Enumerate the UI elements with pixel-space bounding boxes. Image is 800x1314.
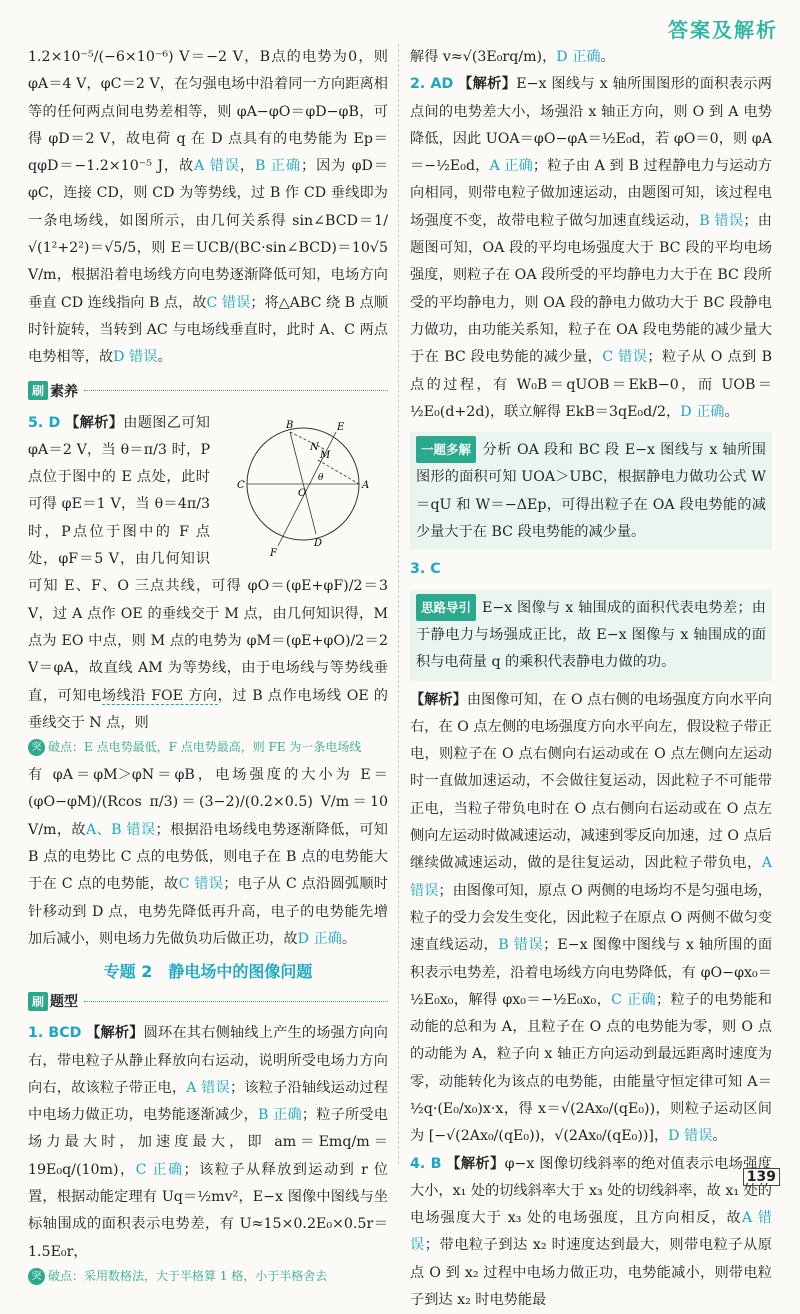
section-header-suyang [28,378,388,404]
text: ；因为 φD＝φC，连接 CD，则 CD 为等势线，过 B 作 CD 垂线即为一条电场线，如图所示，由几何关系得 sin∠BCD＝1/√(1²+2²)＝√5/5，则 E＝UCB/(BC·sin∠BCD)＝10√5 V/m，根据沿着电场线方向电势逐渐降低可知，电场方向垂直 CD 连线指向 B 点，故 [28,158,389,311]
text: ；粒子所受电场力最大时，加速度最大，即 am＝Emq/m＝19E₀q/(10m)， [28,1107,388,1178]
text: 1.2×10⁻⁵/(−6×10⁻⁶) V＝−2 V，B点的电势为0，则 φA＝4 V，φC＝2 V，在匀强电场中沿着同一方向距离相等的任何两点间电势差相等，则 φA−φO＝φD−φB，可得 φD＝2 V，故电荷 q 在 D 点具有的电势能为 Ep＝qφD＝−1.2×10⁻⁵ J，故 [28,49,388,175]
text: ；由图像可知，原点 O 两侧的电场均不是匀强电场，粒子的受力会发生变化，因此粒子在原点 O 两侧不做匀变速直线运动， [410,882,772,954]
answer-mark: A 正确 [489,158,533,175]
analysis-tag: 【解析】 [410,691,467,708]
label-d: D [314,537,323,549]
analysis-tag: 【解析】 [458,76,517,93]
analysis-tag: 【解析】 [446,1155,505,1172]
answer-mark: C 错误 [206,294,251,311]
section-title: 素养 [50,383,79,400]
section-line [84,1001,388,1002]
label-f: F [270,547,277,559]
box-badge: 一题多解 [416,436,476,463]
question-number: 1. BCD [28,1025,82,1042]
answer-mark: A、B 错误 [85,821,156,838]
answer-mark: C 错误 [178,876,224,893]
text: ；将△ABC 绕 B 点顺时针旋转，当转到 AC 与电场线垂直时，此时 A、C 两点电势相等，故 [28,294,388,366]
text: 由题图乙可知 φA＝2 V，当 θ＝π/3 时，P点位于图中的 E 点处，此时可得 φE＝1 V，当 θ＝4π/3 时，P点位于图中的 F 点处，φF＝5 V，由几何知识可知 E、F、O 三点共线，可得 φO＝(φE+φF)/2＝3 V，过 A 点作 OE 的垂线交于 M 点，由几何知识得，M 点为 EO 中点，则 M 点的电势为 φM＝(φE+φO)/2＝2 V＝φA，故直线 AM 为等势线，由于电场线与等势线垂直，可知电 [28,414,388,704]
text: ；根据沿电场线电势逐渐降低，可知 B 点的电势比 C 点的电势低，则电子在 B 点的电势能大于在 C 点的电势能，故 [28,821,388,893]
label-o: O [298,487,307,499]
label-m: M [320,449,331,461]
box-paragraph [416,594,766,677]
text: 圆环在其右侧轴线上产生的场强方向向右，带电粒子从静止释放向右运动，说明所受电场力方向向右，故该粒子带正电， [28,1025,388,1096]
box-paragraph [416,436,766,546]
solution-paragraph: 解得 v≈√(3E₀rq/m)，D 正确。 [410,49,615,65]
text: ；粒子由 A 到 B 过程静电力与运动方向相同，则带电粒子做加速运动，由题图可知，该过程电场强度不变，故带电粒子做匀加速直线运动， [410,158,772,229]
text: E−x 图线与 x 轴所围图形的面积表示两点间的电势差大小，场强沿 x 轴正方向，则 O 到 A 电势降低，因此 UOA＝φO−φA＝½E₀d，若 φO＝0，则 φA＝−½E₀d， [410,76,772,175]
answer-mark: C 正确 [135,1161,184,1178]
text: ；电子从 C 点沿圆弧顺时针移动到 D 点，电势先降低再升高，电子的电势能先增加后减小，则电场力先做负功后做正功，故 [28,876,388,947]
label-c: C [237,479,245,491]
note-badge: 突 [28,1268,45,1285]
solution-paragraph: 有 φA＝φM＞φN＝φB，电场强度的大小为 E＝(φO−φM)/(Rcos π/3)＝(3−2)/(0.2×0.5) V/m＝10 V/m，故A、B 错误；根据沿电场线电势逐渐降低，可知 B 点的电势比 C 点的电势低，则电子在 B 点的电势能大于在 C 点的电势能，故C 错误；电子从 C 点沿圆弧顺时针移动到 D 点，电势先降低再升高，电子的电势能先增加后减小，则电场力先做负功后做正功，故D 正确。 [28,767,388,947]
label-a: A [362,479,370,491]
text: ；由题图可知，OA 段的平均电场强度大于 BC 段的平均电场强度，则粒子在 OA 段所受的平均静电力大于在 BC 段所受的平均静电力，则 OA 段的静电力做功大于 BC 段静电力做功，由功能关系知，粒子在 OA 段电势能的减少量大于在 BC 段电势能的减少量， [410,212,772,366]
question-number: 3. C [410,561,441,578]
analysis-tag: 【解析】 [86,1025,144,1042]
header-title: 答案及解析 [668,18,778,42]
answer-mark: A 错误 [410,855,772,899]
question-number-line [410,556,772,583]
answer-mark: D 错误 [113,349,158,366]
column-divider [398,44,399,1164]
answer-mark: D 正确 [297,930,342,947]
section-badge: 刷 [28,992,48,1011]
text: ；该粒子沿轴线运动过程中电场力做正功，电势能逐渐减少， [28,1079,388,1124]
section-title: 题型 [50,994,79,1011]
question-number: 4. B [410,1155,442,1172]
solution-paragraph [410,1151,772,1314]
text: ；该粒子从释放到运动到 r 位置，根据动能定理有 Uq＝½mv²，E−x 图像中图线与坐标轴围成的面积表示电势差，有 U≈15×0.2E₀×0.5r＝1.5E₀r， [28,1161,388,1260]
answer-mark: C 正确 [611,991,656,1008]
perp-line [290,432,326,450]
section-badge: 刷 [28,381,48,400]
answer-mark: B 错误 [498,937,544,954]
answer-mark: A 错误 [186,1079,230,1096]
answer-mark: D 正确 [680,403,725,420]
solution-paragraph: 【解析】由图像可知，在 O 点右侧的电场强度方向水平向右，在 O 点左侧的电场强度方向水平向左，假设粒子带正电，则粒子在 O 点右侧向右运动或在 O 点左侧向左运动时一直做加速运动，不会做往复运动，因此粒子不可能带正电，当粒子带负电时在 O 点右侧向右运动或在 O 点左侧向左运动时做减速运动，减速到零反向加速，过 O 点后继续做减速运动，做的是往复运动，因此粒子带负电，A 错误；由图像可知，原点 O 两侧的电场均不是匀强电场，粒子的受力会发生变化，因此粒子在原点 O 两侧不做匀变速直线运动，B 错误；E−x 图像中图线与 x 轴所围的面积表示电势差，沿着电场线方向电势降低，有 φO−φx₀＝½E₀x₀，解得 φx₀＝−½E₀x₀，C 正确；粒子的电势能和动能的总和为 A，且粒子在 O 点的电势能为零，则 O 点的动能为 A，粒子向 x 轴正方向运动到最远距离时速度为零，动能转化为该点的电势能，由能量守恒定律可知 A＝½q·(E₀/x₀)x·x，得 x＝√(2Ax₀/(qE₀))，则粒子运动区间为 [−√(2Ax₀/(qE₀))，√(2Ax₀/(qE₀))]，D 错误。 [410,691,773,1145]
text: ；带电粒子到达 x₂ 时速度达到最大，则带电粒子从原点 O 到 x₂ 过程中电场力做正功，电势能减小，则带电粒子到达 x₂ 时电势能最 [410,1237,772,1309]
box-badge: 思路导引 [416,594,476,621]
solution-paragraph: 2. AD 【解析】E−x 图线与 x 轴所围图形的面积表示两点间的电势差大小，场强沿 x 轴正方向，则 O 到 A 电势降低，因此 UOA＝φO−φA＝½E₀d，若 φO＝0，则 φA＝−½E₀d，A 正确；粒子由 A 到 B 过程静电力与运动方向相同，则带电粒子做加速运动，由题图可知，该过程电场强度不变，故带电粒子做匀加速直线运动，B 错误；由题图可知，OA 段的平均电场强度大于 BC 段的平均电场强度，则粒子在 OA 段所受的平均静电力大于在 BC 段所受的平均静电力，则 OA 段的静电力做功大于 BC 段静电力做功，由功能关系知，粒子在 OA 段电势能的减少量大于在 BC 段电势能的减少量，C 错误；粒子从 O 点到 B 点的过程，有 W₀B＝qUOB＝EkB−0，而 UOB＝½E₀(d+2d)，联立解得 EkB＝3qE₀d/2，D 正确。 [410,76,772,420]
analysis-tag: 【解析】 [65,414,124,431]
note-text: 破点：E 点电势最低，F 点电势最高，则 FE 为一条电场线 [48,740,362,755]
answer-mark: A 错误 [410,1210,772,1254]
text: ；粒子从 O 点到 B 点的过程，有 W₀B＝qUOB＝EkB−0，而 UOB＝½E₀(d+2d)，联立解得 EkB＝3qE₀d/2， [410,349,772,420]
topic-title: 专题 2 静电场中的图像问题 [103,962,313,982]
text: E−x 图像与 x 轴围成的面积代表电势差；由于静电力与场强成正比，故 E−x 图像与 x 轴围成的面积与电荷量 q 的乘积代表静电力做的功。 [416,599,766,671]
underlined-text: 场线沿 FOE 方向 [101,687,218,704]
text: 有 φA＝φM＞φN＝φB，电场强度的大小为 E＝(φO−φM)/(Rcos π/3)＝(3−2)/(0.2×0.5) V/m＝10 V/m，故 [28,767,388,838]
circle-field-diagram [218,414,388,564]
perp-line [318,460,359,484]
answer-mark: B 正确 [258,1107,302,1124]
label-theta: θ [318,472,324,483]
solution-paragraph [28,1020,388,1266]
page-number: 139 [743,1168,780,1186]
text: 解得 v≈√(3E₀rq/m)， [410,49,557,65]
label-n: N [310,441,319,453]
section-line [84,390,388,391]
answer-mark: D 正确 [556,49,601,65]
breakthrough-note [28,739,388,756]
label-b: B [286,419,294,431]
note-badge: 突 [28,739,45,756]
answer-mark: B 错误 [699,212,744,229]
text: ；粒子的电势能和动能的总和为 A，且粒子在 O 点的电势能为零，则 O 点的动能为 A，粒子向 x 轴正方向运动到最远距离时速度为零，动能转化为该点的电势能，由能量守恒定律可知 A＝½q·(E₀/x₀)x·x，得 x＝√(2Ax₀/(qE₀))，则粒子运动区间为 [−√(2Ax₀/(qE₀))，√(2Ax₀/(qE₀))]， [410,991,772,1145]
question-number: 2. AD [410,76,454,93]
text: 由图像可知，在 O 点右侧的电场强度方向水平向右，在 O 点左侧的电场强度方向水平向左，假设粒子带正电，则粒子在 O 点右侧向右运动或在 O 点左侧向左运动时一直做加速运动，不会做往复运动，因此粒子不可能带正电，当粒子带负电时在 O 点右侧向右运动或在 O 点左侧向左运动时做减速运动，减速到零反向加速，过 O 点后继续做减速运动，做的是往复运动，因此粒子带负电， [410,691,772,872]
thinking-guide-box [410,590,772,681]
section-header-tixing [28,988,388,1014]
text: ，过 B 点作电场线 OE 的垂线交于 N 点，则 [28,687,388,731]
multi-solution-box [410,432,772,550]
right-column [410,44,772,1314]
text: ；E−x 图像中图线与 x 轴所围的面积表示电势差，沿着电场线方向电势降低，有 φO−φx₀＝½E₀x₀，解得 φx₀＝−½E₀x₀， [410,937,773,1008]
text: φ−x 图像切线斜率的绝对值表示电场强度大小，x₁ 处的切线斜率大于 x₃ 处的切线斜率，故 x₁ 处的电场强度大于 x₃ 处的电场强度，且方向相反，故 [410,1155,772,1227]
answer-mark: B 正确 [254,158,301,175]
answer-mark: C 错误 [602,349,648,366]
text: 分析 OA 段和 BC 段 E−x 图线与 x 轴所围图形的面积可知 UOA＞UBC，根据静电力做功公式 W＝qU 和 W＝−ΔEp，可得出粒子在 OA 段电势能的减少量大于在 BC 段电势能的减少量。 [416,442,766,541]
label-e: E [337,421,345,433]
breakthrough-note [28,1268,388,1285]
left-column [28,44,388,1291]
answer-mark: A 错误 [194,158,240,175]
answer-mark: D 错误 [668,1128,713,1145]
solution-paragraph: 1.2×10⁻⁵/(−6×10⁻⁶) V＝−2 V，B点的电势为0，则 φA＝4 V，φC＝2 V，在匀强电场中沿着同一方向距离相等的任何两点间电势差相等，则 φA−φO＝φD−φB，可得 φD＝2 V，故电荷 q 在 D 点具有的电势能为 Ep＝qφD＝−1.2×10⁻⁵ J，故A 错误，B 正确；因为 φD＝φC，连接 CD，则 CD 为等势线，过 B 作 CD 垂线即为一条电场线，如图所示，由几何关系得 sin∠BCD＝1/√(1²+2²)＝√5/5，则 E＝UCB/(BC·sin∠BCD)＝10√5 V/m，根据沿着电场线方向电势逐渐降低可知，电场方向垂直 CD 连线指向 B 点，故C 错误；将△ABC 绕 B 点顺时针旋转，当转到 AC 与电场线垂直时，此时 A、C 两点电势相等，故D 错误。 [28,49,389,366]
note-text: 破点：采用数格法，大于半格算 1 格，小于半格舍去 [48,1268,328,1283]
question-number: 5. D [28,414,61,431]
